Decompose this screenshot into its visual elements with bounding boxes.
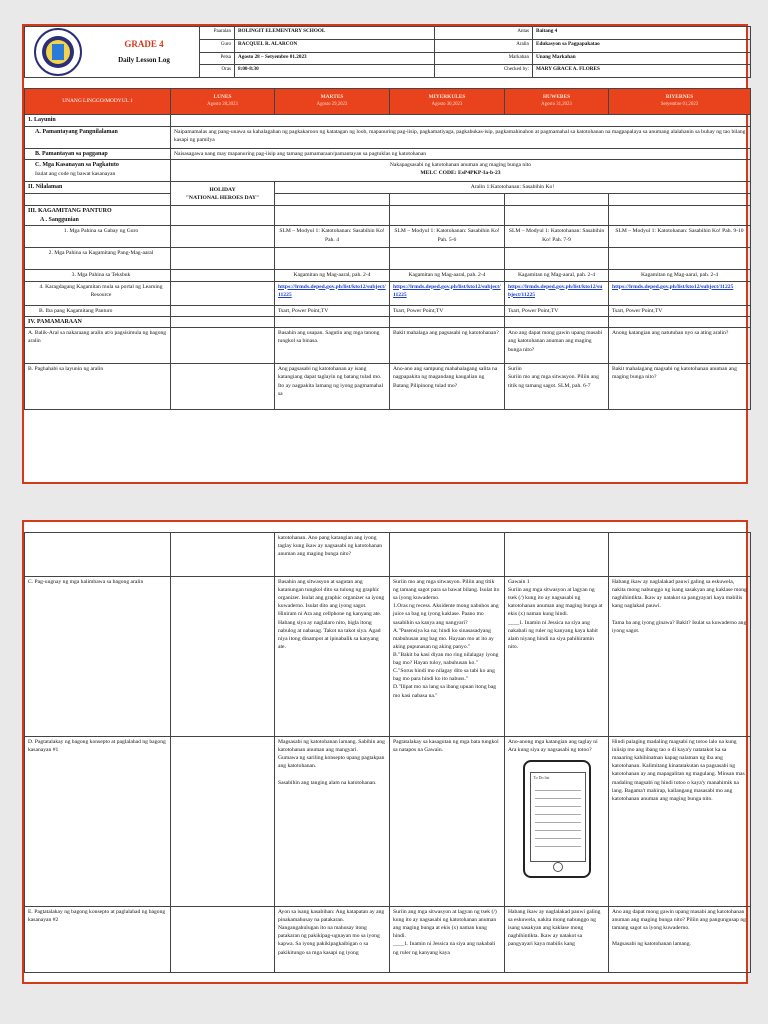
checked-by-label: Checked by:: [435, 65, 533, 78]
pagtatalakay-1-label: D. Pagtatalakay ng bagong konsepto at paglalahad ng bagong kasanayan #1: [25, 737, 171, 907]
pagtatalakay-1-tue: Magsasabi ng katotohanan lamang. Sabihin ang katotohanan anuman ang mangyari. Gumawa ng sariling konsepto upang pagtakpan ang katotohanan. Sasabihin ang tanging alam na katotohanan.: [275, 737, 390, 907]
subject-value: Edukasyon sa Pagpapakatao: [533, 39, 751, 52]
day-wednesday: MIYERKULES Agosto 30,2023: [390, 89, 505, 115]
teksbuk-thu: Kagamitan ng Mag-aaral, pah. 2-4: [505, 270, 609, 281]
teacher-value: RACQUEL R. ALARCON: [235, 39, 435, 52]
lr-portal-label: 4. Karagdagang Kagamitan mula sa portal ng Learning Resource: [25, 281, 171, 305]
grade-level-label: Antas: [435, 27, 533, 40]
nilalaman-text: Aralin 1:Katotohanan: Sasabihin Ko!: [275, 182, 751, 194]
lesson-log-page-1: [22, 24, 748, 484]
day-tuesday: MARTES Agosto 29,2023: [275, 89, 390, 115]
gabay-guro-thu: SLM – Modyul 1: Katotohanan: Sasabihin Ko! Pah. 7-9: [505, 226, 609, 248]
quarter-label: Markahan: [435, 52, 533, 65]
teksbuk-tue: Kagamitan ng Mag-aaral, pah. 2-4: [275, 270, 390, 281]
teksbuk-wed: Kagamitan ng Mag-aaral, pah. 2-4: [390, 270, 505, 281]
teacher-label: Guro: [200, 39, 235, 52]
school-label: Paaralan: [200, 27, 235, 40]
pamamaraan-heading: IV. PAMAMARAAN: [25, 316, 171, 328]
checked-by-value: MARY GRACE A. FLORES: [533, 65, 751, 78]
gabay-guro-label: 1. Mga Pahina sa Gabay ng Guro: [25, 226, 171, 248]
lr-portal-link-thu[interactable]: https://lrmds.deped.gov.ph/list/kto12/subject/11225: [505, 281, 609, 305]
layunin-heading: 1. Layunin: [25, 115, 171, 127]
iba-pang-kagamitan-tue: Tsart, Power Point,TV: [275, 305, 390, 316]
iba-pang-kagamitan-fri: Tsart, Power Point,TV: [609, 305, 751, 316]
paghahabi-thu: Suriin Suriin mo ang mga sitwasyon. Piliin ang titik ng tamang sagot. SLM, pah. 6-7: [505, 364, 609, 410]
lesson-table-1: [24, 88, 751, 410]
paghahabi-continued: katotohanan. Ano pang katangian ang iyong taglay kung ikaw ay nagsasabi ng katotohanan anuman ang maging bunga nito?: [275, 533, 390, 577]
pagtatalakay-2-wed: Suriin ang mga sitwasyon at lagyan ng tsek (/) kung ito ay nagsasabi ng katotohanan anuman ang maging bunga at ekis (x) naman kung hindi. ____1. Inamin ni Jessica na siya ang nakabali ng ruler ng kanyang kaya: [390, 907, 505, 973]
melc-code: MELC CODE: EsP4PKP-Ia-b-23: [420, 170, 501, 177]
kasanayan-sub: Isulat ang code ng bawat kasanayan: [35, 171, 116, 178]
time-value: 8:00-8:30: [235, 65, 435, 78]
pag-uugnay-tue: Basahin ang sitwasyon at sagutan ang katanungan tungkol dito sa tulong ng graphic organizer. Isulat ang graphic organizer sa iyong kuwaderno. Isulat dito ang iyong sagot. Hiniram ni Ara ang cellphone ng kanyang ate. Habang siya ay naglalaro nito, bigla itong nabulog at nabasag. Takot na takot siya. Agad niya itong dinampot at ipinabalik sa kanyang ate.: [275, 577, 390, 737]
day-monday: LUNES Agosto 28,2023: [171, 89, 275, 115]
header-logo-cell: [25, 27, 200, 78]
gabay-guro-wed: SLM – Modyul 1: Katotohanan: Sasabihin Ko! Pah. 5-6: [390, 226, 505, 248]
balik-aral-label: A. Balik-Aral sa nakaraang aralin at/o pagsisimula ng bagong aralin: [25, 328, 171, 364]
pagtatalakay-2-tue: Ayon sa isang kasabihan: Ang katapatan ay ang pinakamahusay na patakaran. Nangangahulugan ito na mahusay itong patakaran ng pakikipag-ugnayan mo sa iyong kapwa. Sa iyong pakikipagkaibigan o sa pakikitungo sa mga kasapi ng iyong: [275, 907, 390, 973]
nilalaman-label: II. Nilalaman: [25, 182, 171, 194]
iba-pang-kagamitan-wed: Tsart, Power Point,TV: [390, 305, 505, 316]
pamantayan-pagganap-label: B. Pamantayan sa pagganap: [25, 148, 171, 160]
kasanayan-text: Nakapagsasabi ng katotohanan anuman ang maging bunga nito: [389, 162, 532, 169]
pag-uugnay-fri: Habang ikaw ay naglalakad pauwi galing sa eskuwela, nakita mong nabunggo ng isang sasakyan ang kaklase mong naghihintikta. Ikaw ay natakot sa pangyayari kaya mabilis kang naglakad pauwi. Tama ba ang iyong ginawa? Bakit? Isulat sa kuwaderno ang iyong sagot.: [609, 577, 751, 737]
date-value: Agosto 28 – Setyembre 01.2023: [235, 52, 435, 65]
pagtatalakay-2-thu: Habang ikaw ay naglalakad pauwi galing sa eskuwela, nakita mong nabunggo ng isang sasakyan ang kaklase mong naghihintikta. Ikaw ay natakot sa pangyayari kaya mabilis kang: [505, 907, 609, 973]
grade-label: GRADE 4: [124, 39, 164, 50]
quarter-value: Unang Markahan: [533, 52, 751, 65]
pamantayang-pangnilalaman-label: A. Pamantayang Pangnilalaman: [25, 126, 171, 148]
doc-title: Daily Lesson Log: [118, 56, 170, 65]
school-value: BOLINGIT ELEMENTARY SCHOOL: [235, 27, 435, 40]
pagtatalakay-1-wed: Pagtatalakay sa kasagutan ng mga bata tungkol sa natapos na Gawain.: [390, 737, 505, 907]
lr-portal-link-fri[interactable]: https://lrmds.deped.gov.ph/list/kto12/subject/11225: [609, 281, 751, 305]
paghahabi-label: B. Paghahabi sa layunin ng aralin: [25, 364, 171, 410]
holiday-name: "NATIONAL HEROES DAY": [185, 194, 260, 201]
date-label: Petsa: [200, 52, 235, 65]
teksbuk-fri: Kagamitan ng Mag-aaral, pah. 2-4: [609, 270, 751, 281]
kasanayan-label: C. Mga Kasanayan sa Pagkatuto: [35, 162, 119, 169]
pamantayan-pagganap-text: Naisasagawa nang may mapanuring pag-iisip ang tamang pamamaraan/pamantayan sa pagtuklas ng katotohanan: [171, 148, 751, 160]
pagtatalakay-2-label: E. Pagtatalakay ng bagong konsepto at paglalahad ng bagong kasanayan #2: [25, 907, 171, 973]
lr-portal-link-wed[interactable]: https://lrmds.deped.gov.ph/list/kto12/subject/11225: [390, 281, 505, 305]
paghahabi-tue: Ang pagsasabi ng katotohanan ay isang katangiang dapat taglayin ng batang tulad mo. Ito ay nagpakita lamang ng iyong pagmamahal sa: [275, 364, 390, 410]
subject-label: Aralin: [435, 39, 533, 52]
kagamitan-heading: III. KAGAMITANG PANTURO A . Sanggunian: [25, 206, 171, 226]
balik-aral-fri: Anong katangian ang natutuhan nyo sa ating aralin?: [609, 328, 751, 364]
pagtatalakay-1-thu: Ano-anong mga katangian ang taglay ni Ara kung siya ay nagsasabi ng totoo?: [508, 739, 598, 754]
pag-uugnay-wed: Suriin mo ang mga sitwasyon. Piliin ang titik ng tamang sagot para sa bawat bilang. Isulat ito sa iyong kuwaderno. 1.Oras ng recess. Aksidente mong nabuhos ang juice sa bag ng iyong kaklase. Paano mo sasabihin sa kanya ang nangyari? A."Pasensiya ka na; hindi ko sinasasadyang mabuhusan ang bag mo. Hayaan mo at ito ay aking pupunasan ng aking panyo." B."Bakit ba kasi diyan mo ring nilalagay iyong bag mo? Hayan tuloy, nabuhusan ko." C."Sorus hindi mo nilagay dito sa tabi ko ang bag mo para hindi ko ito nabuss." D."Ilipat mo na lang sa ibang upuan itong bag mo kasi nabasa na.": [390, 577, 505, 737]
week-label: UNANG LINGGO/MODYUL 1: [25, 89, 171, 115]
holiday-cell: [171, 182, 275, 206]
pagtatalakay-1-fri: Hindi palaging madaling magsabi ng totoo lalo na kung iniisip mo ang ibang tao o di kaya'y natatakot ka sa maaaring kahihinatnan kapag nalaman ng iba ang katotohanan. Kalimitang kinatatakutan sa pagsasabi ng katotohanan ay ang mapagalitan ng magulang. Minsan mas madaling magsabi ng hindi totoo o kaya'y manahimik na lang. Bagama't mahirap, kailangang masasabi mo ang katotohanan anuman ang maging bunga nito.: [609, 737, 751, 907]
kasanayan-text-cell: [171, 160, 751, 182]
paghahabi-wed: Ano-ano ang sampung mahahalagang salita na nagpapakita ng magandang kaugalian ng Batang Pilipinong tulad mo?: [390, 364, 505, 410]
lesson-table-2: [24, 532, 751, 973]
pag-uugnay-thu: Gawain 1 Suriin ang mga sitwasyon at lagyan ng tsek (/) kung ito ay nagsasabi ng katotohanan anuman ang maging bunga at ekis (x) naman kung hindi. ____1. Inamin ni Jessica na siya ang nakabali ng ruler ng kanyang kaya kahit alam niyang hindi na siya pahihiramin nito.: [505, 577, 609, 737]
gabay-guro-tue: SLM – Modyul 1: Katotohanan: Sasabihin Ko! Pah. 4: [275, 226, 390, 248]
pagtatalakay-2-fri: Ano ang dapat mong gawin upang masabi ang katotohanan anuman ang maging bunga nito? Piliin ang pangungusap ng tamang sagot sa iyong kuwaderno. Magsasabi ng katotohanan lamang.: [609, 907, 751, 973]
lesson-log-page-2: [22, 520, 748, 984]
pag-uugnay-label: C. Pag-uugnay ng mga halimbawa sa bagong aralin: [25, 577, 171, 737]
day-header-row: [25, 89, 751, 115]
holiday-text: HOLIDAY: [209, 186, 236, 193]
teksbuk-label: 3. Mga Pahina sa Teksbuk: [25, 270, 171, 281]
balik-aral-tue: Basahin ang usapan. Sagutin ang mga tanong tungkol sa binasa.: [275, 328, 390, 364]
kasanayan-cell: [25, 160, 171, 182]
balik-aral-wed: Bakit mahalaga ang pagsasabi ng katotohanan?: [390, 328, 505, 364]
pamantayang-pangnilalaman-text: Naipamamalas ang pang-unawa sa kahalagahan ng pagkakaroon ng katatagan ng loob, mapanuring pag-iisip, pagkamatiyaga, pagkabukas-isip, pagkamahinahon at pagmamahal sa katotohanan na magpapalaya sa anumang alalahanin sa buhay ng tao bilang kasapi ng pamilya: [171, 126, 751, 148]
phone-illustration-icon: [523, 760, 591, 878]
grade-level-value: Baitang 4: [533, 27, 751, 40]
gabay-guro-fri: SLM – Modyul 1: Katotohanan: Sasabihin Ko! Pah. 9-10: [609, 226, 751, 248]
deped-seal-icon: [34, 28, 82, 76]
day-friday: BIYERNES Setyembre 01,2023: [609, 89, 751, 115]
kagamitang-pang-mag-aaral-label: 2. Mga Pahina sa Kagamitang Pang-Mag-aaral: [25, 248, 171, 270]
day-thursday: HUWEBES Agosto 31,2023: [505, 89, 609, 115]
time-label: Oras: [200, 65, 235, 78]
paghahabi-fri: Bakit mahalagang magsabi ng katotohanan anuman ang maging bunga nito?: [609, 364, 751, 410]
phone-screen-label: To Do list: [533, 775, 550, 781]
lr-portal-link-tue[interactable]: https://lrmds.deped.gov.ph/list/kto12/subject/11225: [275, 281, 390, 305]
iba-pang-kagamitan-label: B. Iba pang Kagamitang Panturo: [25, 305, 171, 316]
pagtatalakay-1-thu-cell: [505, 737, 609, 907]
sanggunian-label: A . Sanggunian: [40, 216, 79, 223]
balik-aral-thu: Ano ang dapat mong gawin upang masabi ang katotohanan anuman ang maging bunga nito?: [505, 328, 609, 364]
iba-pang-kagamitan-thu: Tsart, Power Point,TV: [505, 305, 609, 316]
header-table: [24, 26, 751, 78]
